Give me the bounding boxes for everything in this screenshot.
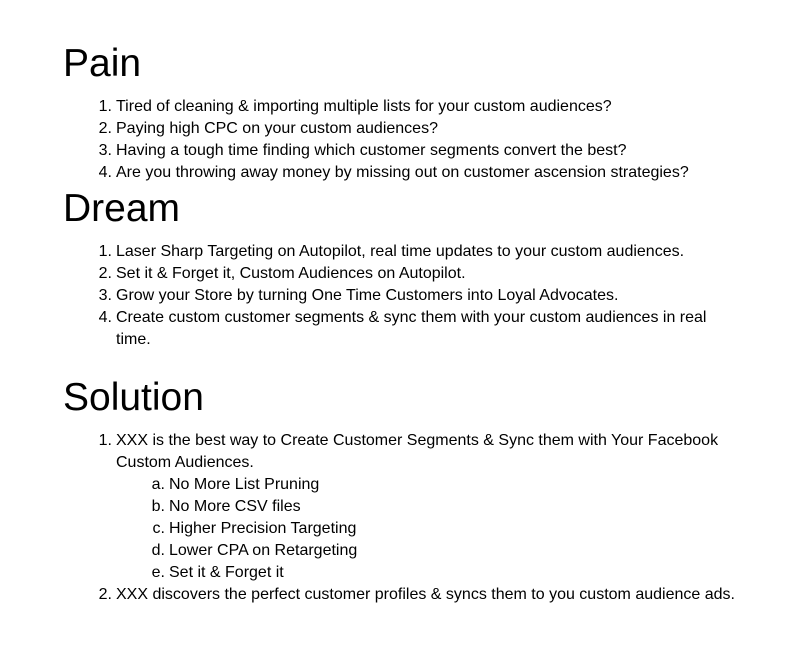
list-item-text: Grow your Store by turning One Time Customers into Loyal Advocates. xyxy=(116,287,619,304)
dream-item-4-continuation: time. xyxy=(116,331,151,348)
list-item-text: Paying high CPC on your custom audiences? xyxy=(116,120,438,137)
sublist-letter: e. xyxy=(151,564,165,581)
pain-heading: Pain xyxy=(63,42,142,85)
list-number: 1. xyxy=(98,432,112,449)
sublist-letter: b. xyxy=(151,498,165,515)
dream-heading: Dream xyxy=(63,187,181,230)
sublist-letter: a. xyxy=(151,476,165,493)
list-item-text: Laser Sharp Targeting on Autopilot, real time updates to your custom audiences. xyxy=(116,243,685,260)
list-number: 3. xyxy=(98,142,112,159)
list-number: 2. xyxy=(98,265,112,282)
sublist-item-text: No More CSV files xyxy=(169,498,301,515)
list-item-text: Tired of cleaning & importing multiple lists for your custom audiences? xyxy=(116,98,612,115)
list-number: 3. xyxy=(98,287,112,304)
list-item-text: Create custom customer segments & sync them with your custom audiences in real xyxy=(116,309,707,326)
list-number: 1. xyxy=(98,98,112,115)
sublist-item-text: Lower CPA on Retargeting xyxy=(169,542,358,559)
list-number: 2. xyxy=(98,120,112,137)
sublist-item-text: No More List Pruning xyxy=(169,476,320,493)
list-item-text: Are you throwing away money by missing out on customer ascension strategies? xyxy=(116,164,689,181)
list-item-text: Having a tough time finding which customer segments convert the best? xyxy=(116,142,627,159)
list-item-text: XXX discovers the perfect customer profiles & syncs them to you custom audience ads. xyxy=(116,586,735,603)
list-number: 1. xyxy=(98,243,112,260)
list-item-text: XXX is the best way to Create Customer Segments & Sync them with Your Facebook xyxy=(116,432,719,449)
list-item-text: Set it & Forget it, Custom Audiences on Autopilot. xyxy=(116,265,466,282)
list-number: 2. xyxy=(98,586,112,603)
sublist-letter: c. xyxy=(152,520,165,537)
list-number: 4. xyxy=(98,309,112,326)
sublist-letter: d. xyxy=(151,542,165,559)
sublist-item-text: Higher Precision Targeting xyxy=(169,520,357,537)
sublist-item-text: Set it & Forget it xyxy=(169,564,284,581)
solution-item-1-continuation: Custom Audiences. xyxy=(116,454,254,471)
list-number: 4. xyxy=(98,164,112,181)
solution-heading: Solution xyxy=(63,376,204,419)
